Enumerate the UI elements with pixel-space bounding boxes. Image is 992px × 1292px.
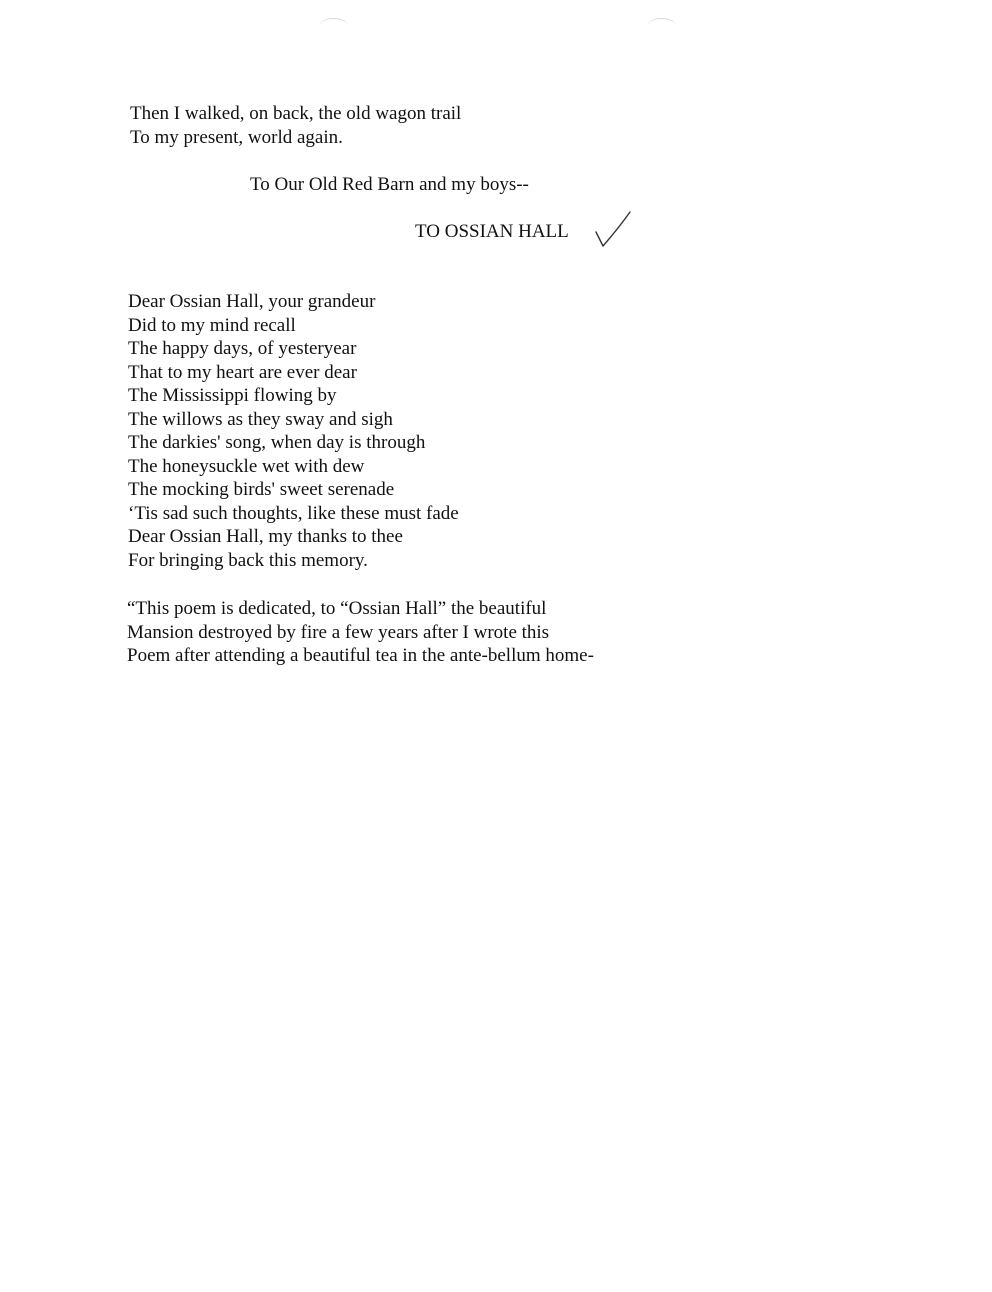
intro-line-2: To my present, world again. xyxy=(130,127,343,148)
note-line: Poem after attending a beautiful tea in the ante-bellum home- xyxy=(127,645,594,666)
poem-line: That to my heart are ever dear xyxy=(128,361,357,383)
dedication-line: To Our Old Red Barn and my boys-- xyxy=(250,174,529,195)
note-line: Mansion destroyed by fire a few years after I wrote this xyxy=(127,621,550,643)
checkmark-icon xyxy=(592,210,636,250)
dedication-note xyxy=(127,597,594,668)
poem-line: The happy days, of yesteryear xyxy=(128,338,357,359)
poem-line: Did to my mind recall xyxy=(128,314,296,336)
poem-line: ‘Tis sad such thoughts, like these must fade xyxy=(128,502,459,524)
poem-line: The willows as they sway and sigh xyxy=(128,408,393,430)
punch-hole-mark-left xyxy=(320,18,348,33)
poem-line: The mocking birds' sweet serenade xyxy=(128,479,395,500)
poem-title: TO OSSIAN HALL xyxy=(415,221,569,242)
poem-body xyxy=(128,290,459,572)
poem-line: For bringing back this memory. xyxy=(128,549,368,571)
poem-line: Dear Ossian Hall, my thanks to thee xyxy=(128,526,403,547)
poem-line: The honeysuckle wet with dew xyxy=(128,455,365,477)
poem-line: The darkies' song, when day is through xyxy=(128,432,426,453)
note-line: “This poem is dedicated, to “Ossian Hall” the beautiful xyxy=(127,598,547,619)
intro-line-1: Then I walked, on back, the old wagon trail xyxy=(130,103,462,124)
poem-line: Dear Ossian Hall, your grandeur xyxy=(128,291,376,312)
poem-line: The Mississippi flowing by xyxy=(128,385,337,406)
punch-hole-mark-right xyxy=(648,18,676,33)
